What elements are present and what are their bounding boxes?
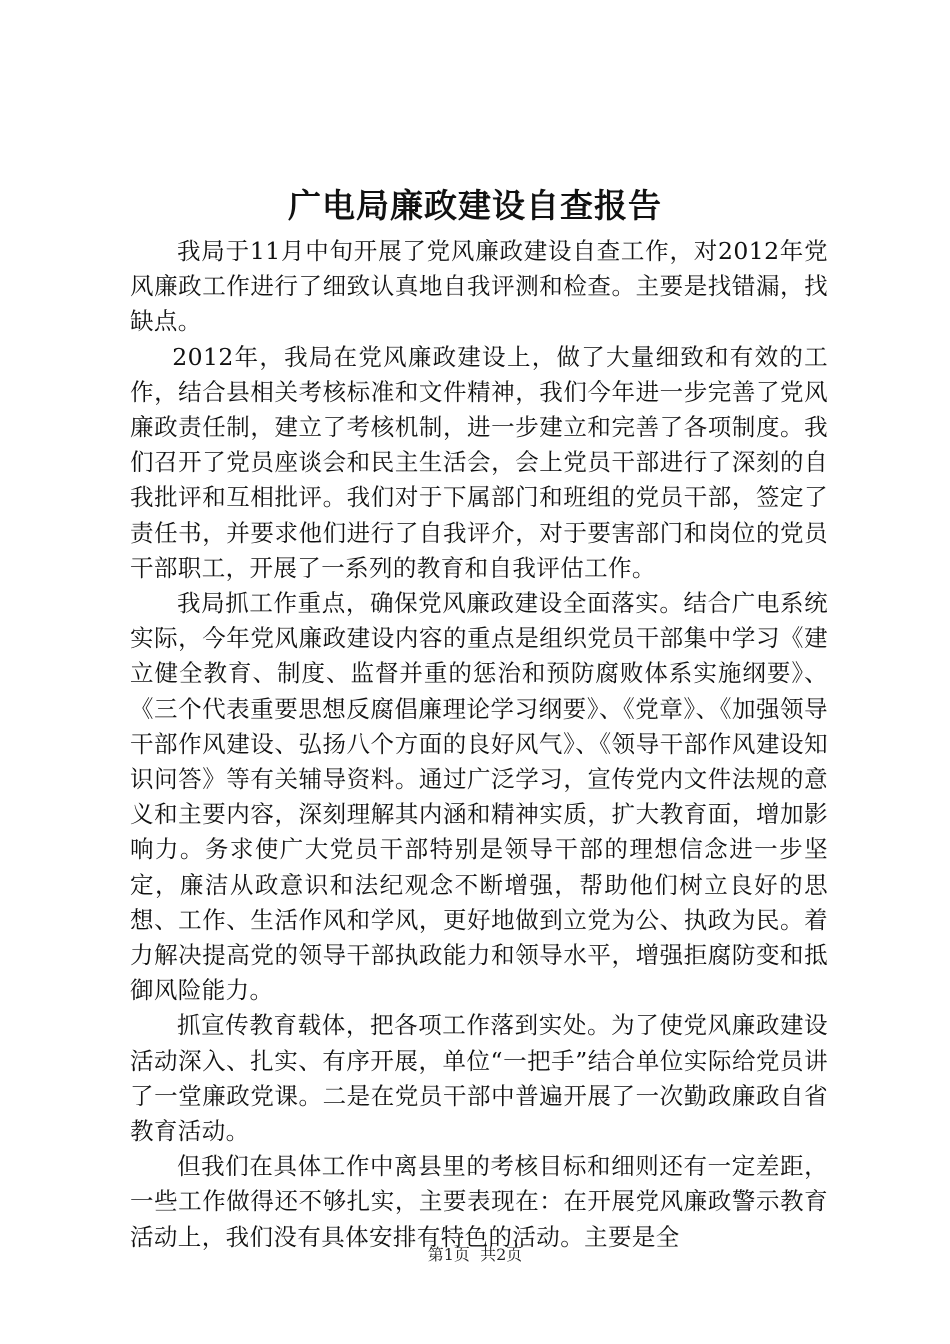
- document-body: [130, 234, 828, 1255]
- paragraph-3: 我局抓工作重点，确保党风廉政建设全面落实。结合广电系统实际，今年党风廉政建设内容的重点是组织党员干部集中学习《建立健全教育、制度、监督并重的惩治和预防腐败体系实施纲要》、《三个代表重要思想反腐倡廉理论学习纲要》、《党章》、《加强领导干部作风建设、弘扬八个方面的良好风气》、《领导干部作风建设知识问答》等有关辅导资料。通过广泛学习，宣传党内文件法规的意义和主要内容，深刻理解其内涵和精神实质，扩大教育面，增加影响力。务求使广大党员干部特别是领导干部的理想信念进一步坚定，廉洁从政意识和法纪观念不断增强，帮助他们树立良好的思想、工作、生活作风和学风，更好地做到立党为公、执政为民。着力解决提高党的领导干部执政能力和领导水平，增强拒腐防变和抵御风险能力。: [130, 589, 828, 1005]
- paragraph-1: 我局于11月中旬开展了党风廉政建设自查工作，对2012年党风廉政工作进行了细致认真地自我评测和检查。主要是找错漏，找缺点。: [130, 237, 828, 336]
- paragraph-2: 2012年，我局在党风廉政建设上，做了大量细致和有效的工作，结合县相关考核标准和文件精神，我们今年进一步完善了党风廉政责任制，建立了考核机制，进一步建立和完善了各项制度。我们召开了党员座谈会和民主生活会，会上党员干部进行了深刻的自我批评和互相批评。我们对于下属部门和班组的党员干部，签定了责任书，并要求他们进行了自我评介，对于要害部门和岗位的党员干部职工，开展了一系列的教育和自我评估工作。: [130, 342, 828, 582]
- paragraph-4: 抓宣传教育载体，把各项工作落到实处。为了使党风廉政建设活动深入、扎实、有序开展，单位“一把手”结合单位实际给党员讲了一堂廉政党课。二是在党员干部中普遍开展了一次勤政廉政自省教育活动。: [130, 1011, 828, 1146]
- document-title: 广电局廉政建设自查报告: [288, 186, 662, 225]
- page-total: 共2页: [480, 1245, 523, 1264]
- page-footer: [0, 1243, 950, 1267]
- paragraph-5: 但我们在具体工作中离县里的考核目标和细则还有一定差距，一些工作做得还不够扎实，主要表现在：在开展党风廉政警示教育活动上，我们没有具体安排有特色的活动。主要是全: [130, 1152, 828, 1251]
- footer-spacer: [470, 1245, 480, 1264]
- page-number: 第1页: [427, 1245, 470, 1264]
